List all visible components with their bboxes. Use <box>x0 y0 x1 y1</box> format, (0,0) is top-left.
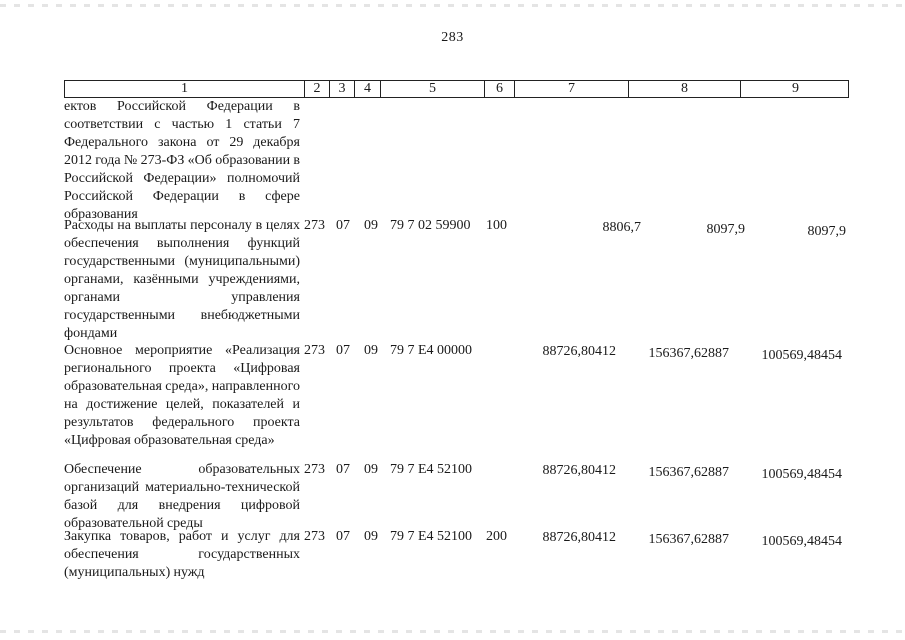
header-col-6: 6 <box>485 81 515 97</box>
row-description: Закупка товаров, работ и услуг для обеспечения государственных (муниципальных) нужд <box>64 529 300 580</box>
table-row <box>64 528 849 584</box>
row-section-code: 07 <box>336 462 350 477</box>
table-row <box>64 342 849 461</box>
row-admin-code: 273 <box>304 343 325 358</box>
row-description: Основное мероприятие «Реализация регионального проекта «Цифровая образовательная среда», направленного на достижение целей, показателей и результатов федерального проекта «Цифровая образовательная среда» <box>64 343 300 448</box>
row-description: Расходы на выплаты персоналу в целях обеспечения выполнения функций государственными (муниципальными) органами, казёнными учреждениями, органами управления государственными внебюджетными фондами <box>64 218 300 341</box>
row-admin-code: 273 <box>304 218 325 233</box>
row-subsection-code: 09 <box>364 343 378 358</box>
row-subsection-code: 09 <box>364 462 378 477</box>
header-col-1: 1 <box>65 81 305 97</box>
table-row <box>64 217 849 342</box>
header-col-9: 9 <box>792 81 799 96</box>
header-col-3: 3 <box>330 81 355 97</box>
row-amount-col9: 100569,48454 <box>761 534 842 549</box>
row-amount-col7: 8806,7 <box>602 220 641 235</box>
header-col-5: 5 <box>381 81 485 97</box>
row-description: Обеспечение образовательных организаций материально-технической базой для внедрения цифровой образовательной среды <box>64 462 300 531</box>
row-amount-col9: 100569,48454 <box>761 348 842 363</box>
row-expense-type: 200 <box>486 529 507 544</box>
row-amount-col8: 156367,62887 <box>648 532 729 547</box>
table-header-row <box>64 80 849 98</box>
page-number: 283 <box>441 30 464 45</box>
header-col-8: 8 <box>629 81 741 97</box>
row-target-code: 79 7 E4 00000 <box>390 343 473 358</box>
row-target-code: 79 7 02 59900 <box>390 218 471 233</box>
row-amount-col7: 88726,80412 <box>542 344 616 359</box>
row-amount-col8: 156367,62887 <box>648 465 729 480</box>
scan-edge-bottom <box>0 630 905 633</box>
row-description: ектов Российской Федерации в соответствии с частью 1 статьи 7 Федерального закона от 29 декабря 2012 года № 273-ФЗ «Об образовании в Российской Федерации» полномочий Российской Федерации в сфере образования <box>64 99 300 222</box>
row-admin-code: 273 <box>304 462 325 477</box>
budget-table <box>64 80 849 584</box>
row-amount-col9: 8097,9 <box>807 224 846 239</box>
row-amount-col7: 88726,80412 <box>542 530 616 545</box>
row-amount-col9: 100569,48454 <box>761 467 842 482</box>
row-section-code: 07 <box>336 343 350 358</box>
row-target-code: 79 7 E4 52100 <box>390 462 473 477</box>
header-col-4: 4 <box>355 81 381 97</box>
row-section-code: 07 <box>336 529 350 544</box>
row-amount-col8: 156367,62887 <box>648 346 729 361</box>
table-row <box>64 461 849 531</box>
row-amount-col7: 88726,80412 <box>542 463 616 478</box>
header-col-7: 7 <box>515 81 629 97</box>
table-row <box>64 98 849 222</box>
row-section-code: 07 <box>336 218 350 233</box>
row-target-code: 79 7 E4 52100 <box>390 529 473 544</box>
row-admin-code: 273 <box>304 529 325 544</box>
row-expense-type: 100 <box>486 218 507 233</box>
scan-edge-top <box>0 4 905 7</box>
row-subsection-code: 09 <box>364 218 378 233</box>
header-col-2: 2 <box>305 81 330 97</box>
row-subsection-code: 09 <box>364 529 378 544</box>
row-amount-col8: 8097,9 <box>706 222 745 237</box>
